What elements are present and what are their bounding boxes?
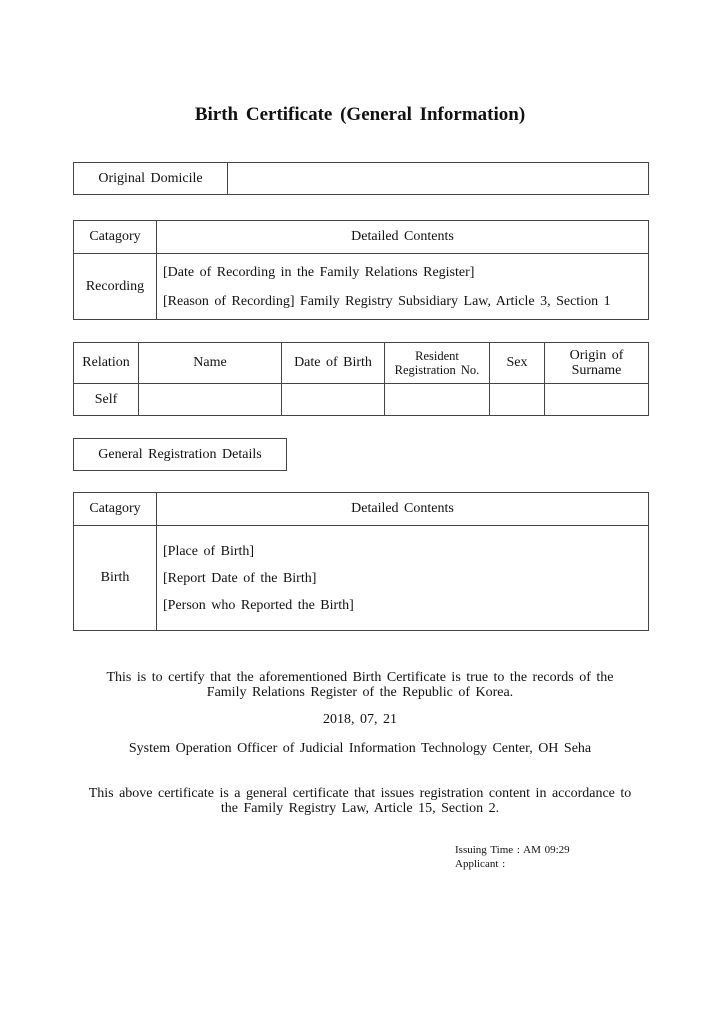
certification-line2: Family Relations Register of the Republic of Korea. [206,685,514,700]
recording-line-reason: [Reason of Recording] Family Registry Subsidiary Law, Article 3, Section 1 [163,293,611,309]
row-name [139,384,282,416]
row-resident-registration [385,384,490,416]
birth-line-reporter: [Person who Reported the Birth] [163,597,354,613]
note-line2: the Family Registry Law, Article 15, Section 2. [220,801,500,816]
certification-date: 2018, 07, 21 [323,712,397,727]
certification-line1: This is to certify that the aforementioned Birth Certificate is true to the records of the [106,670,614,685]
header-date-of-birth: Date of Birth [282,343,385,384]
birth-table [73,492,649,631]
header-resident-registration [385,343,490,384]
general-registration-box [73,438,287,471]
header-origin-line1: Origin of [569,348,624,363]
header-name: Name [139,343,282,384]
header-resident-line1: Resident [415,349,459,363]
birth-header-category: Catagory [74,493,157,526]
recording-line-date: [Date of Recording in the Family Relations Register] [163,264,475,280]
general-registration-label: General Registration Details [74,439,287,471]
birth-row-label: Birth [74,526,157,631]
row-sex [490,384,545,416]
birth-line-place: [Place of Birth] [163,543,255,559]
row-date-of-birth [282,384,385,416]
birth-contents [157,526,649,631]
domicile-value [228,163,649,195]
note-line1: This above certificate is a general certificate that issues registration content in accordance to [88,786,632,801]
header-resident-line2: Registration No. [394,363,480,377]
person-table [73,342,649,416]
recording-row-label: Recording [74,254,157,320]
issuing-time-value: AM 09:29 [523,844,570,856]
header-origin-line2: Surname [571,363,622,378]
recording-header-contents: Detailed Contents [157,221,649,254]
issuing-time-label: Issuing Time : [455,844,520,856]
certification-statement [40,670,680,700]
header-relation: Relation [74,343,139,384]
general-certificate-note [40,786,680,816]
applicant [455,858,505,870]
recording-header-category: Catagory [74,221,157,254]
domicile-label: Original Domicile [74,163,228,195]
recording-table [73,220,649,320]
header-sex: Sex [490,343,545,384]
birth-header-contents: Detailed Contents [157,493,649,526]
recording-contents [157,254,649,320]
row-relation: Self [74,384,139,416]
row-origin-of-surname [545,384,649,416]
certification-officer: System Operation Officer of Judicial Information Technology Center, OH Seha [128,741,592,756]
birth-line-report-date: [Report Date of the Birth] [163,570,317,586]
header-origin-of-surname [545,343,649,384]
applicant-label: Applicant : [455,858,506,870]
page-title: Birth Certificate (General Information) [194,104,526,125]
issuing-time [455,844,570,856]
domicile-table [73,162,649,195]
